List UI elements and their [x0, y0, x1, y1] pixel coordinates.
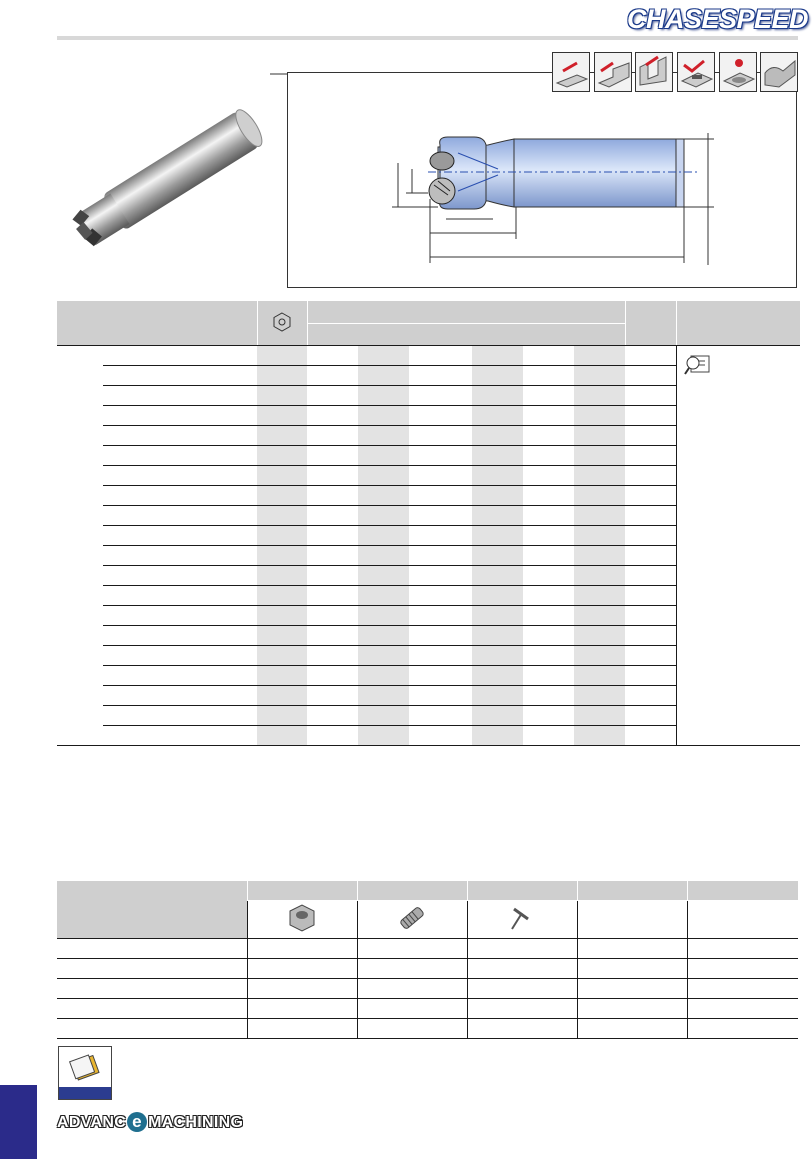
parts-header-col5	[687, 881, 798, 901]
header-designation	[57, 301, 257, 346]
table-row	[57, 1019, 798, 1039]
header-dimensions-sub	[307, 324, 625, 346]
spec-table-header-row1	[57, 301, 800, 324]
cutter-body-photo	[62, 100, 277, 250]
chasespeed-logo: CHASESPEED	[626, 4, 808, 34]
designation-column	[57, 346, 257, 746]
parts-header-designation	[57, 881, 247, 939]
parts-table	[57, 881, 798, 1039]
screw-icon	[392, 901, 432, 935]
screw-cell	[357, 901, 467, 939]
parts-header-wrench	[467, 881, 577, 901]
header-rule	[57, 36, 798, 40]
parts-header-screw	[357, 881, 467, 901]
face-milling-icon	[552, 52, 590, 92]
helical-milling-icon	[719, 52, 757, 92]
clamp-insert-icon	[282, 901, 322, 935]
table-row	[57, 346, 800, 366]
book-icon[interactable]	[58, 1046, 112, 1100]
parts-header-col4	[577, 881, 687, 901]
shoulder-milling-icon	[594, 52, 632, 92]
t-wrench-icon	[502, 901, 542, 935]
header-teeth	[625, 301, 676, 346]
table-row	[57, 959, 798, 979]
wrench-cell	[467, 901, 577, 939]
clamp-cell	[247, 901, 357, 939]
spec-table	[57, 301, 800, 746]
table-row	[57, 939, 798, 959]
table-row	[57, 979, 798, 999]
magnifier-note-icon	[683, 352, 713, 378]
section-side-tab	[0, 1085, 37, 1159]
slotting-icon	[635, 52, 673, 92]
advance-machining-logo: ADVANC e MACHINING	[57, 1112, 244, 1131]
table-row	[57, 999, 798, 1019]
parts-header-row	[57, 881, 798, 901]
parts-header-clamp	[247, 881, 357, 901]
header-insert	[257, 301, 307, 346]
tool-drawing	[288, 73, 798, 289]
header-dimensions	[307, 301, 625, 324]
pocketing-icon	[677, 52, 715, 92]
header-spare-parts	[676, 301, 800, 346]
profiling-icon	[760, 52, 798, 92]
spare-parts-column	[676, 346, 800, 746]
insert-hexagon-icon	[271, 311, 293, 333]
tool-drawing-frame	[287, 72, 797, 288]
